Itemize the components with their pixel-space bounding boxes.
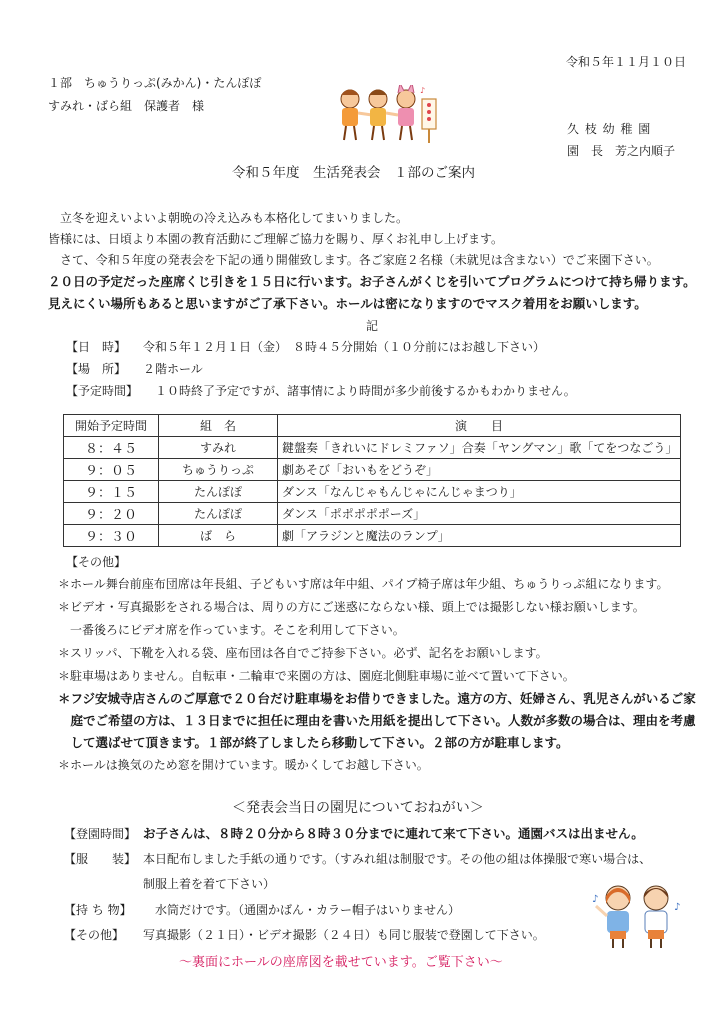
row-program: ダンス「ポポポポポーズ」 [278,503,681,525]
other-label: 【その他】 [66,555,127,569]
svg-text:♪: ♪ [674,902,681,913]
row-time: ９：２０ [64,503,159,525]
other-item-parking: して選ばせて頂きます。１部が終了しましたら移動して下さい。２部の方が駐車します。 [58,735,569,750]
datetime-value: 令和５年１２月１日（金） ８時４５分開始（１０分前にはお越し下さい） [143,340,546,354]
table-row [64,503,681,525]
other-item-parking: 庭でご希望の方は、１３日までに担任に理由を書いた用紙を提出して下さい。人数が多数の場合は、理由を考慮 [58,713,696,728]
endtime-value: １０時終了予定ですが、諸事情により時間が多少前後するかもわかりません。 [155,384,576,398]
svg-text:♪: ♪ [592,894,599,905]
recipient-line-1: １部 ちゅうりっぷ(みかん)・たんぽぽ [48,76,262,90]
page-title: 令和５年度 生活発表会 １部のご案内 [232,165,475,181]
three-children-illustration [332,85,444,145]
row-time: ９：３０ [64,525,159,547]
row-program: 劇あそび「おいもをどうぞ」 [278,459,681,481]
other-item-parking: ＊フジ安城寺店さんのご厚意で２０台だけ駐車場をお借りできました。遠方の方、妊婦さん、乳児さんがいるご家 [58,691,696,706]
items-value: 水筒だけです。（通園かばん・カラー帽子はいりません） [155,903,461,917]
table-row [64,525,681,547]
row-program: 鍵盤奏「きれいにドレミファソ」合奏「ヤングマン」歌「てをつなごう」 [278,437,681,459]
row-group: ちゅうりっぷ [159,459,278,481]
child-right-icon [397,85,415,140]
school-name: 久 枝 幼 稚 園 [567,122,652,136]
datetime-label: 【日 時】 [66,340,127,354]
clothes-value-2: 制服上着を着て下さい） [143,877,276,891]
table-header-row [64,415,681,437]
footer-note: ～裏面にホールの座席図を載せています。ご覧下さい～ [179,955,503,970]
other-item: ＊駐車場はありません。自転車・二輪車で来園の方は、園庭北側駐車場に並べて置いて下さい。 [58,669,575,683]
row-group: すみれ [159,437,278,459]
endtime-label: 【予定時間】 [66,384,139,398]
row-program: ダンス「なんじゃもんじゃにんじゃまつり」 [278,481,681,503]
place-label: 【場 所】 [66,362,127,376]
header-group: 組 名 [159,415,278,437]
table-row [64,481,681,503]
recipient-line-2: すみれ・ばら組 保護者 様 [48,99,205,113]
row-group: ば ら [159,525,278,547]
request-other-value: 写真撮影（２１日）・ビデオ撮影（２４日）も同じ服装で登園して下さい。 [143,928,545,942]
other-item: ＊スリッパ、下靴を入れる袋、座布団は各自でご持参下さい。必ず、記名をお願いします。 [58,646,548,660]
header-start-time: 開始予定時間 [64,415,159,437]
place-value: ２階ホール [143,362,203,376]
clothes-value: 本日配布しました手紙の通りです。（すみれ組は制服です。その他の組は体操服で寒い場合は、 [143,852,652,866]
request-other-label: 【その他】 [64,928,125,942]
other-item: ＊ビデオ・写真撮影をされる場合は、周りの方にご迷惑にならない様、頭上では撮影しない様お願いします。 [58,600,645,614]
table-row [64,459,681,481]
row-time: ８：４５ [64,437,159,459]
intro-line-2: 皆様には、日頃より本園の教育活動にご理解ご協力を賜り、厚くお礼申し上げます。 [48,232,504,246]
row-group: たんぽぽ [159,503,278,525]
arrival-value: お子さんは、８時２０分から８時３０分までに連れて来て下さい。通園バスは出ません。 [143,826,644,841]
items-label: 【持 ち 物】 [64,903,132,917]
child-girl-icon [596,886,630,948]
sign-board-icon [422,99,436,143]
section-2-title: ＜発表会当日の園児についておねがい＞ [232,800,484,816]
ki-label: 記 [366,319,379,333]
arrival-label: 【登園時間】 [64,827,137,841]
intro-line-1: 立冬を迎えいよいよ朝晩の冷え込みも本格化してまいりました。 [60,211,409,225]
row-time: ９：０５ [64,459,159,481]
principal-name: 園 長 芳之内順子 [567,144,676,158]
schedule-table [63,414,681,547]
intro-line-5: 見えにくい場所もあると思いますがご了承下さい。ホールは密になりますのでマスク着用をお願いします。 [48,296,647,311]
two-children-illustration [590,880,690,950]
child-left-icon [341,90,372,141]
child-boy-icon [644,886,668,948]
clothes-label: 【服 装】 [64,852,137,866]
header-program: 演 目 [278,415,681,437]
row-program: 劇「アラジンと魔法のランプ」 [278,525,681,547]
other-item: ＊ホール舞台前座布団席は年長組、子どもいす席は年中組、パイプ椅子席は年少組、ちゅうりっぷ組になります。 [58,577,669,591]
row-time: ９：１５ [64,481,159,503]
row-group: たんぽぽ [159,481,278,503]
svg-text:♪: ♪ [420,86,426,95]
child-middle-icon [369,90,398,141]
document-date: 令和５年１１月１０日 [566,55,687,69]
other-item: ＊ホールは換気のため窓を開けています。暖かくしてお越し下さい。 [58,758,429,772]
intro-line-3: さて、令和５年度の発表会を下記の通り開催致します。各ご家庭２名様（未就児は含まない）でご来園下さい。 [60,253,659,267]
intro-line-4: ２０日の予定だった座席くじ引きを１５日に行います。お子さんがくじを引いてプログラムにつけて持ち帰ります。 [48,274,696,289]
other-item: 一番後ろにビデオ席を作っています。そこを利用して下さい。 [58,623,405,637]
table-row [64,437,681,459]
